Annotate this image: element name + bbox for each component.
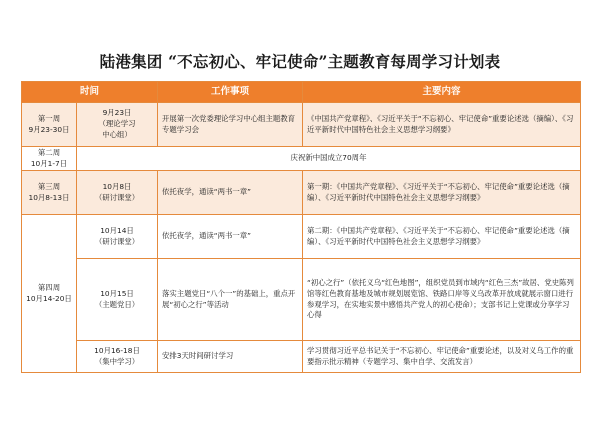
date-type: （理论学习 bbox=[98, 119, 136, 129]
page-title: 陆港集团 “不忘初心、牢记使命”主题教育每周学习计划表 bbox=[99, 52, 501, 71]
date-label: 10月14日 bbox=[100, 225, 134, 235]
week-range: 10月1-7日 bbox=[30, 158, 68, 168]
work-cell: 开展第一次党委理论学习中心组主题教育专题学习会 bbox=[158, 103, 303, 147]
content-cell: 第二期：《中国共产党章程》、《习近平关于“不忘初心、牢记使命”重要论述选（摘编）、《习近平新时代中国特色社会主义思想学习纲要》 bbox=[303, 215, 581, 259]
work-cell: 安排3天时间研讨学习 bbox=[158, 341, 303, 373]
week-range: 10月14-20日 bbox=[26, 293, 72, 303]
week-label: 第四周 bbox=[37, 282, 61, 292]
content-cell: 学习贯彻习近平总书记关于“不忘初心、牢记使命”重要论述，以及对义乌工作的重要指示批示精神（专题学习、集中自学、交流发言） bbox=[303, 341, 581, 373]
table-row bbox=[22, 147, 581, 171]
header-content: 主要内容 bbox=[303, 82, 581, 103]
week-cell bbox=[22, 103, 77, 147]
content-cell: “初心之行”（依托义乌“红色地图”，组织党员到市域内“红色三杰”故居、党史陈列馆等红色教育基地及城市规划展览馆、铁路口岸等义乌改革开放成就展示窗口进行参观学习，在实地实景中感悟共产党人的初心使命）；支部书记上党课或分享学习心得 bbox=[303, 259, 581, 341]
date-type: （主题党日） bbox=[94, 299, 140, 309]
date-cell bbox=[77, 103, 158, 147]
week-label: 第一周 bbox=[37, 113, 61, 123]
week-range: 9月23-30日 bbox=[28, 124, 70, 134]
date-cell bbox=[77, 215, 158, 259]
date-type-cont: 中心组） bbox=[102, 129, 132, 139]
week-label: 第三周 bbox=[37, 181, 61, 191]
table-row bbox=[22, 259, 581, 341]
table-row bbox=[22, 171, 581, 215]
content-cell: 《中国共产党章程》、《习近平关于“不忘初心、牢记使命”重要论述选（摘编）、《习近平新时代中国特色社会主义思想学习纲要》 bbox=[303, 103, 581, 147]
table-row bbox=[22, 341, 581, 373]
date-cell bbox=[77, 341, 158, 373]
content-cell: 庆祝新中国成立70周年 bbox=[77, 147, 581, 171]
table-row bbox=[22, 103, 581, 147]
week-label: 第二周 bbox=[37, 147, 61, 157]
date-type: （研讨课堂） bbox=[94, 236, 140, 246]
table-header-row bbox=[22, 82, 581, 103]
date-type: （研讨课堂） bbox=[94, 192, 140, 202]
date-type: （集中学习） bbox=[94, 356, 140, 366]
work-cell: 依托夜学，通读“两书一章” bbox=[158, 171, 303, 215]
date-label: 10月16-18日 bbox=[94, 345, 140, 355]
header-work: 工作事项 bbox=[158, 82, 303, 103]
table-row bbox=[22, 215, 581, 259]
date-label: 10月8日 bbox=[102, 181, 132, 191]
date-label: 10月15日 bbox=[100, 288, 134, 298]
content-cell: 第一期：《中国共产党章程》、《习近平关于“不忘初心、牢记使命”重要论述选（摘编）、《习近平新时代中国特色社会主义思想学习纲要》 bbox=[303, 171, 581, 215]
header-time: 时间 bbox=[22, 82, 158, 103]
date-cell bbox=[77, 171, 158, 215]
week-cell bbox=[22, 215, 77, 373]
work-cell: 依托夜学，通读“两书一章” bbox=[158, 215, 303, 259]
plan-table bbox=[21, 81, 581, 373]
week-cell bbox=[22, 171, 77, 215]
week-cell bbox=[22, 147, 77, 171]
date-cell bbox=[77, 259, 158, 341]
week-range: 10月8-13日 bbox=[28, 192, 70, 202]
date-label: 9月23日 bbox=[102, 108, 132, 118]
work-cell: 落实主题党日“八个一”的基础上，重点开展“初心之行”等活动 bbox=[158, 259, 303, 341]
